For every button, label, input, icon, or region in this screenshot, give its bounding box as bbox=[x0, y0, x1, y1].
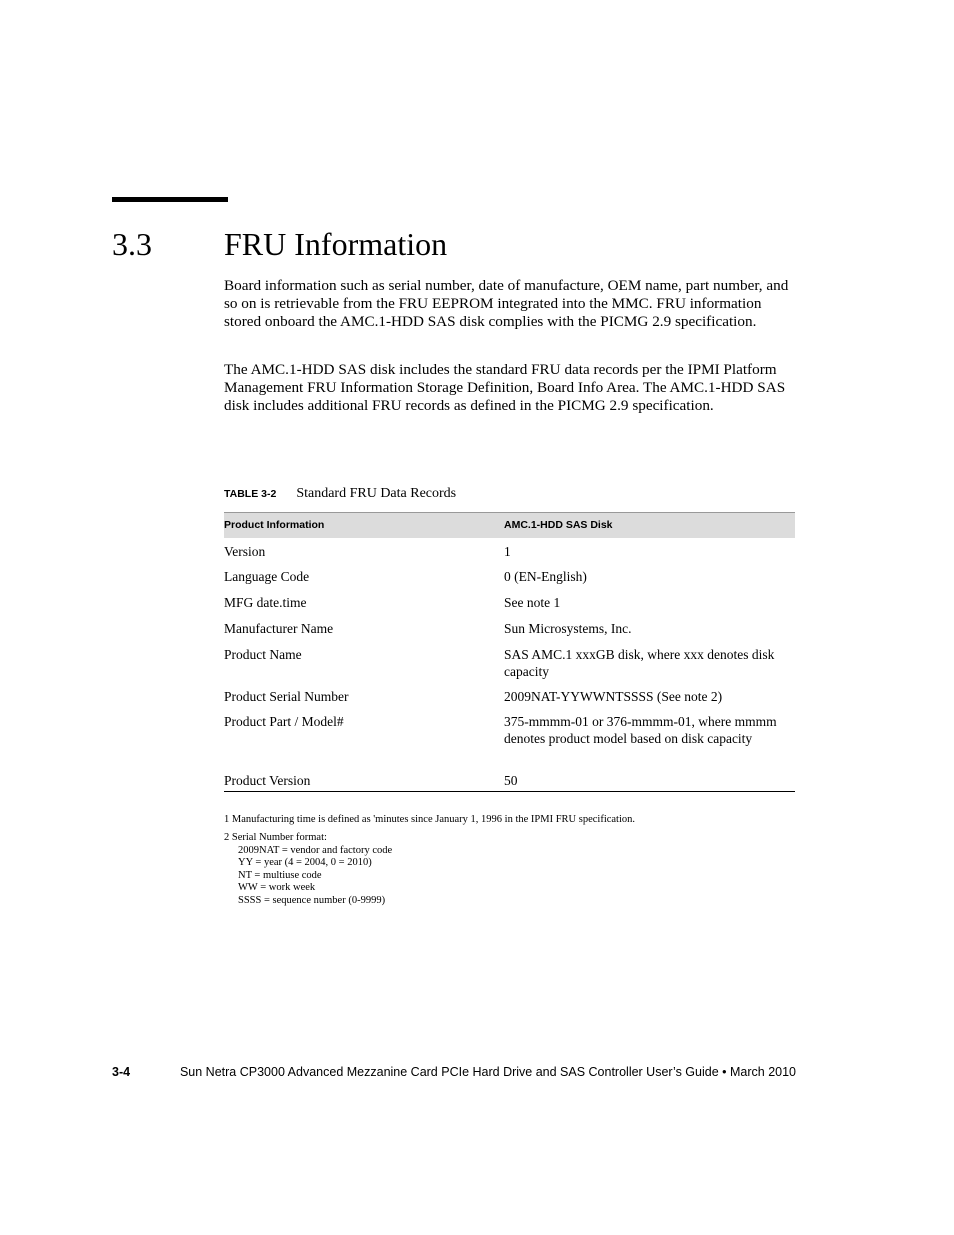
row-value: 2009NAT-YYWWNTSSSS (See note 2) bbox=[504, 689, 723, 704]
row-value: SAS AMC.1 xxxGB disk, where xxx denotes disk capacity bbox=[504, 647, 775, 679]
row-value: 1 bbox=[504, 544, 511, 559]
row-field: Manufacturer Name bbox=[224, 621, 334, 636]
footnote-2 bbox=[224, 832, 392, 907]
table-label: TABLE 3-2 bbox=[224, 488, 277, 500]
row-field: Product Version bbox=[224, 773, 311, 788]
footnote-2-item: YY = year (4 = 2004, 0 = 2010) bbox=[238, 857, 372, 868]
row-field: Product Serial Number bbox=[224, 689, 349, 704]
row-value: 50 bbox=[504, 773, 518, 788]
section-title: FRU Information bbox=[224, 226, 448, 262]
row-value: See note 1 bbox=[504, 595, 561, 610]
table-caption-text: Standard FRU Data Records bbox=[296, 486, 457, 501]
row-field: Language Code bbox=[224, 569, 310, 584]
page-number: 3-4 bbox=[112, 1065, 131, 1079]
footnote-2-item: NT = multiuse code bbox=[238, 869, 322, 881]
table-header bbox=[224, 512, 795, 538]
footnote-2-title: 2 Serial Number format: bbox=[224, 832, 327, 843]
section-rule bbox=[112, 197, 228, 202]
footnote-2-item: SSSS = sequence number (0-9999) bbox=[238, 894, 386, 906]
table-bottom-rule bbox=[224, 791, 795, 792]
header-amc-disk: AMC.1-HDD SAS Disk bbox=[504, 519, 613, 531]
row-field: Product Name bbox=[224, 647, 302, 662]
table-caption bbox=[224, 485, 456, 503]
header-product-information: Product Information bbox=[224, 519, 325, 531]
footnote-2-item: 2009NAT = vendor and factory code bbox=[238, 844, 393, 856]
footer-text: Sun Netra CP3000 Advanced Mezzanine Card PCIe Hard Drive and SAS Controller User’s Guide • March 2010 bbox=[179, 1065, 796, 1079]
paragraph-1: Board information such as serial number, date of manufacture, OEM name, part number, and so on is retrievable from the FRU EEPROM integrated into the MMC. FRU information stored onboard the AMC.1-HDD SAS disk complies with the PICMG 2.9 specification. bbox=[224, 277, 789, 330]
row-field: Version bbox=[224, 544, 266, 559]
row-value: 0 (EN-English) bbox=[504, 569, 587, 584]
footnote-1: 1 Manufacturing time is defined as 'minutes since January 1, 1996 in the IPMI FRU specification. bbox=[224, 814, 636, 825]
section-number: 3.3 bbox=[112, 226, 152, 262]
paragraph-2: The AMC.1-HDD SAS disk includes the standard FRU data records per the IPMI Platform Management FRU Information Storage Definition, Board Info Area. The AMC.1-HDD SAS disk includes additional FRU records as defined in the PICMG 2.9 specification. bbox=[224, 361, 786, 414]
row-field: MFG date.time bbox=[224, 595, 307, 610]
footnote-2-item: WW = work week bbox=[238, 882, 316, 893]
fru-table bbox=[224, 512, 795, 788]
row-field: Product Part / Model# bbox=[224, 714, 344, 729]
row-value: 375-mmmm-01 or 376-mmmm-01, where mmmm denotes product model based on disk capacity bbox=[504, 714, 777, 746]
row-value: Sun Microsystems, Inc. bbox=[504, 621, 632, 636]
